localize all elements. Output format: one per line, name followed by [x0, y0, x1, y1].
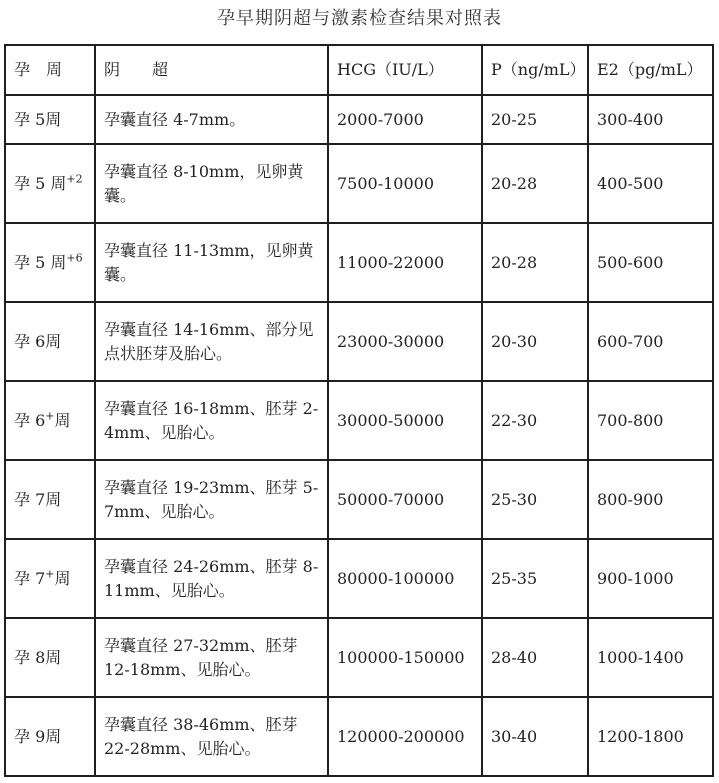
week-cell: [5, 539, 95, 618]
hcg-cell: 11000-22000: [328, 223, 482, 302]
table-row: [5, 697, 713, 776]
week-suffix: 周: [45, 726, 62, 746]
week-label: 孕 6: [14, 331, 46, 351]
p-cell: 20-25: [482, 95, 588, 144]
p-cell: 20-28: [482, 223, 588, 302]
ultrasound-cell: 孕囊直径 8-10mm，见卵黄囊。: [95, 144, 328, 223]
hcg-cell: 120000-200000: [328, 697, 482, 776]
table-row: [5, 144, 713, 223]
results-table: [4, 44, 714, 777]
week-superscript: +6: [66, 251, 83, 265]
week-suffix: 周: [45, 331, 62, 351]
header-p: P（ng/mL）: [482, 45, 588, 95]
week-label: 孕 5 周: [14, 252, 67, 272]
hcg-cell: 80000-100000: [328, 539, 482, 618]
header-week: 孕 周: [5, 45, 95, 95]
table-row: [5, 95, 713, 144]
p-cell: 25-30: [482, 460, 588, 539]
week-suffix: 周: [45, 109, 62, 129]
hcg-cell: 2000-7000: [328, 95, 482, 144]
ultrasound-cell: 孕囊直径 16-18mm、胚芽 2-4mm、见胎心。: [95, 381, 328, 460]
week-label: 孕 7: [14, 489, 46, 509]
week-superscript: +: [45, 409, 55, 423]
ultrasound-cell: 孕囊直径 4-7mm。: [95, 95, 328, 144]
hcg-cell: 23000-30000: [328, 302, 482, 381]
e2-cell: 800-900: [588, 460, 713, 539]
week-suffix: 周: [54, 410, 71, 430]
ultrasound-cell: 孕囊直径 24-26mm、胚芽 8-11mm、见胎心。: [95, 539, 328, 618]
header-ultrasound: 阴 超: [95, 45, 328, 95]
table-row: [5, 302, 713, 381]
page-title: 孕早期阴超与激素检查结果对照表: [217, 8, 502, 29]
week-suffix: 周: [45, 489, 62, 509]
hcg-cell: 30000-50000: [328, 381, 482, 460]
table-row: [5, 618, 713, 697]
week-label: 孕 5 周: [14, 173, 67, 193]
hcg-cell: 7500-10000: [328, 144, 482, 223]
p-cell: 20-30: [482, 302, 588, 381]
e2-cell: 400-500: [588, 144, 713, 223]
p-cell: 30-40: [482, 697, 588, 776]
hcg-cell: 100000-150000: [328, 618, 482, 697]
hcg-cell: 50000-70000: [328, 460, 482, 539]
p-cell: 28-40: [482, 618, 588, 697]
table-header: [5, 45, 713, 95]
e2-cell: 1200-1800: [588, 697, 713, 776]
table-row: [5, 223, 713, 302]
header-hcg: HCG（IU/L）: [328, 45, 482, 95]
ultrasound-cell: 孕囊直径 11-13mm，见卵黄囊。: [95, 223, 328, 302]
e2-cell: 600-700: [588, 302, 713, 381]
week-cell: [5, 144, 95, 223]
ultrasound-cell: 孕囊直径 38-46mm、胚芽 22-28mm、见胎心。: [95, 697, 328, 776]
week-label: 孕 6: [14, 410, 46, 430]
week-cell: [5, 697, 95, 776]
week-label: 孕 8: [14, 647, 46, 667]
week-label: 孕 7: [14, 568, 46, 588]
p-cell: 25-35: [482, 539, 588, 618]
table-row: [5, 539, 713, 618]
e2-cell: 500-600: [588, 223, 713, 302]
week-cell: [5, 302, 95, 381]
ultrasound-cell: 孕囊直径 27-32mm、胚芽 12-18mm、见胎心。: [95, 618, 328, 697]
week-cell: [5, 95, 95, 144]
header-e2: E2（pg/mL）: [588, 45, 713, 95]
week-label: 孕 5: [14, 109, 46, 129]
table-row: [5, 381, 713, 460]
ultrasound-cell: 孕囊直径 14-16mm、部分见点状胚芽及胎心。: [95, 302, 328, 381]
week-cell: [5, 618, 95, 697]
e2-cell: 700-800: [588, 381, 713, 460]
week-suffix: 周: [54, 568, 71, 588]
p-cell: 20-28: [482, 144, 588, 223]
week-cell: [5, 223, 95, 302]
header-row: [5, 45, 713, 95]
week-superscript: +: [45, 567, 55, 581]
ultrasound-cell: 孕囊直径 19-23mm、胚芽 5-7mm、见胎心。: [95, 460, 328, 539]
week-cell: [5, 460, 95, 539]
table-row: [5, 460, 713, 539]
e2-cell: 900-1000: [588, 539, 713, 618]
week-label: 孕 9: [14, 726, 46, 746]
week-superscript: +2: [66, 172, 83, 186]
e2-cell: 300-400: [588, 95, 713, 144]
table-body: [5, 95, 713, 776]
week-suffix: 周: [45, 647, 62, 667]
week-cell: [5, 381, 95, 460]
p-cell: 22-30: [482, 381, 588, 460]
e2-cell: 1000-1400: [588, 618, 713, 697]
